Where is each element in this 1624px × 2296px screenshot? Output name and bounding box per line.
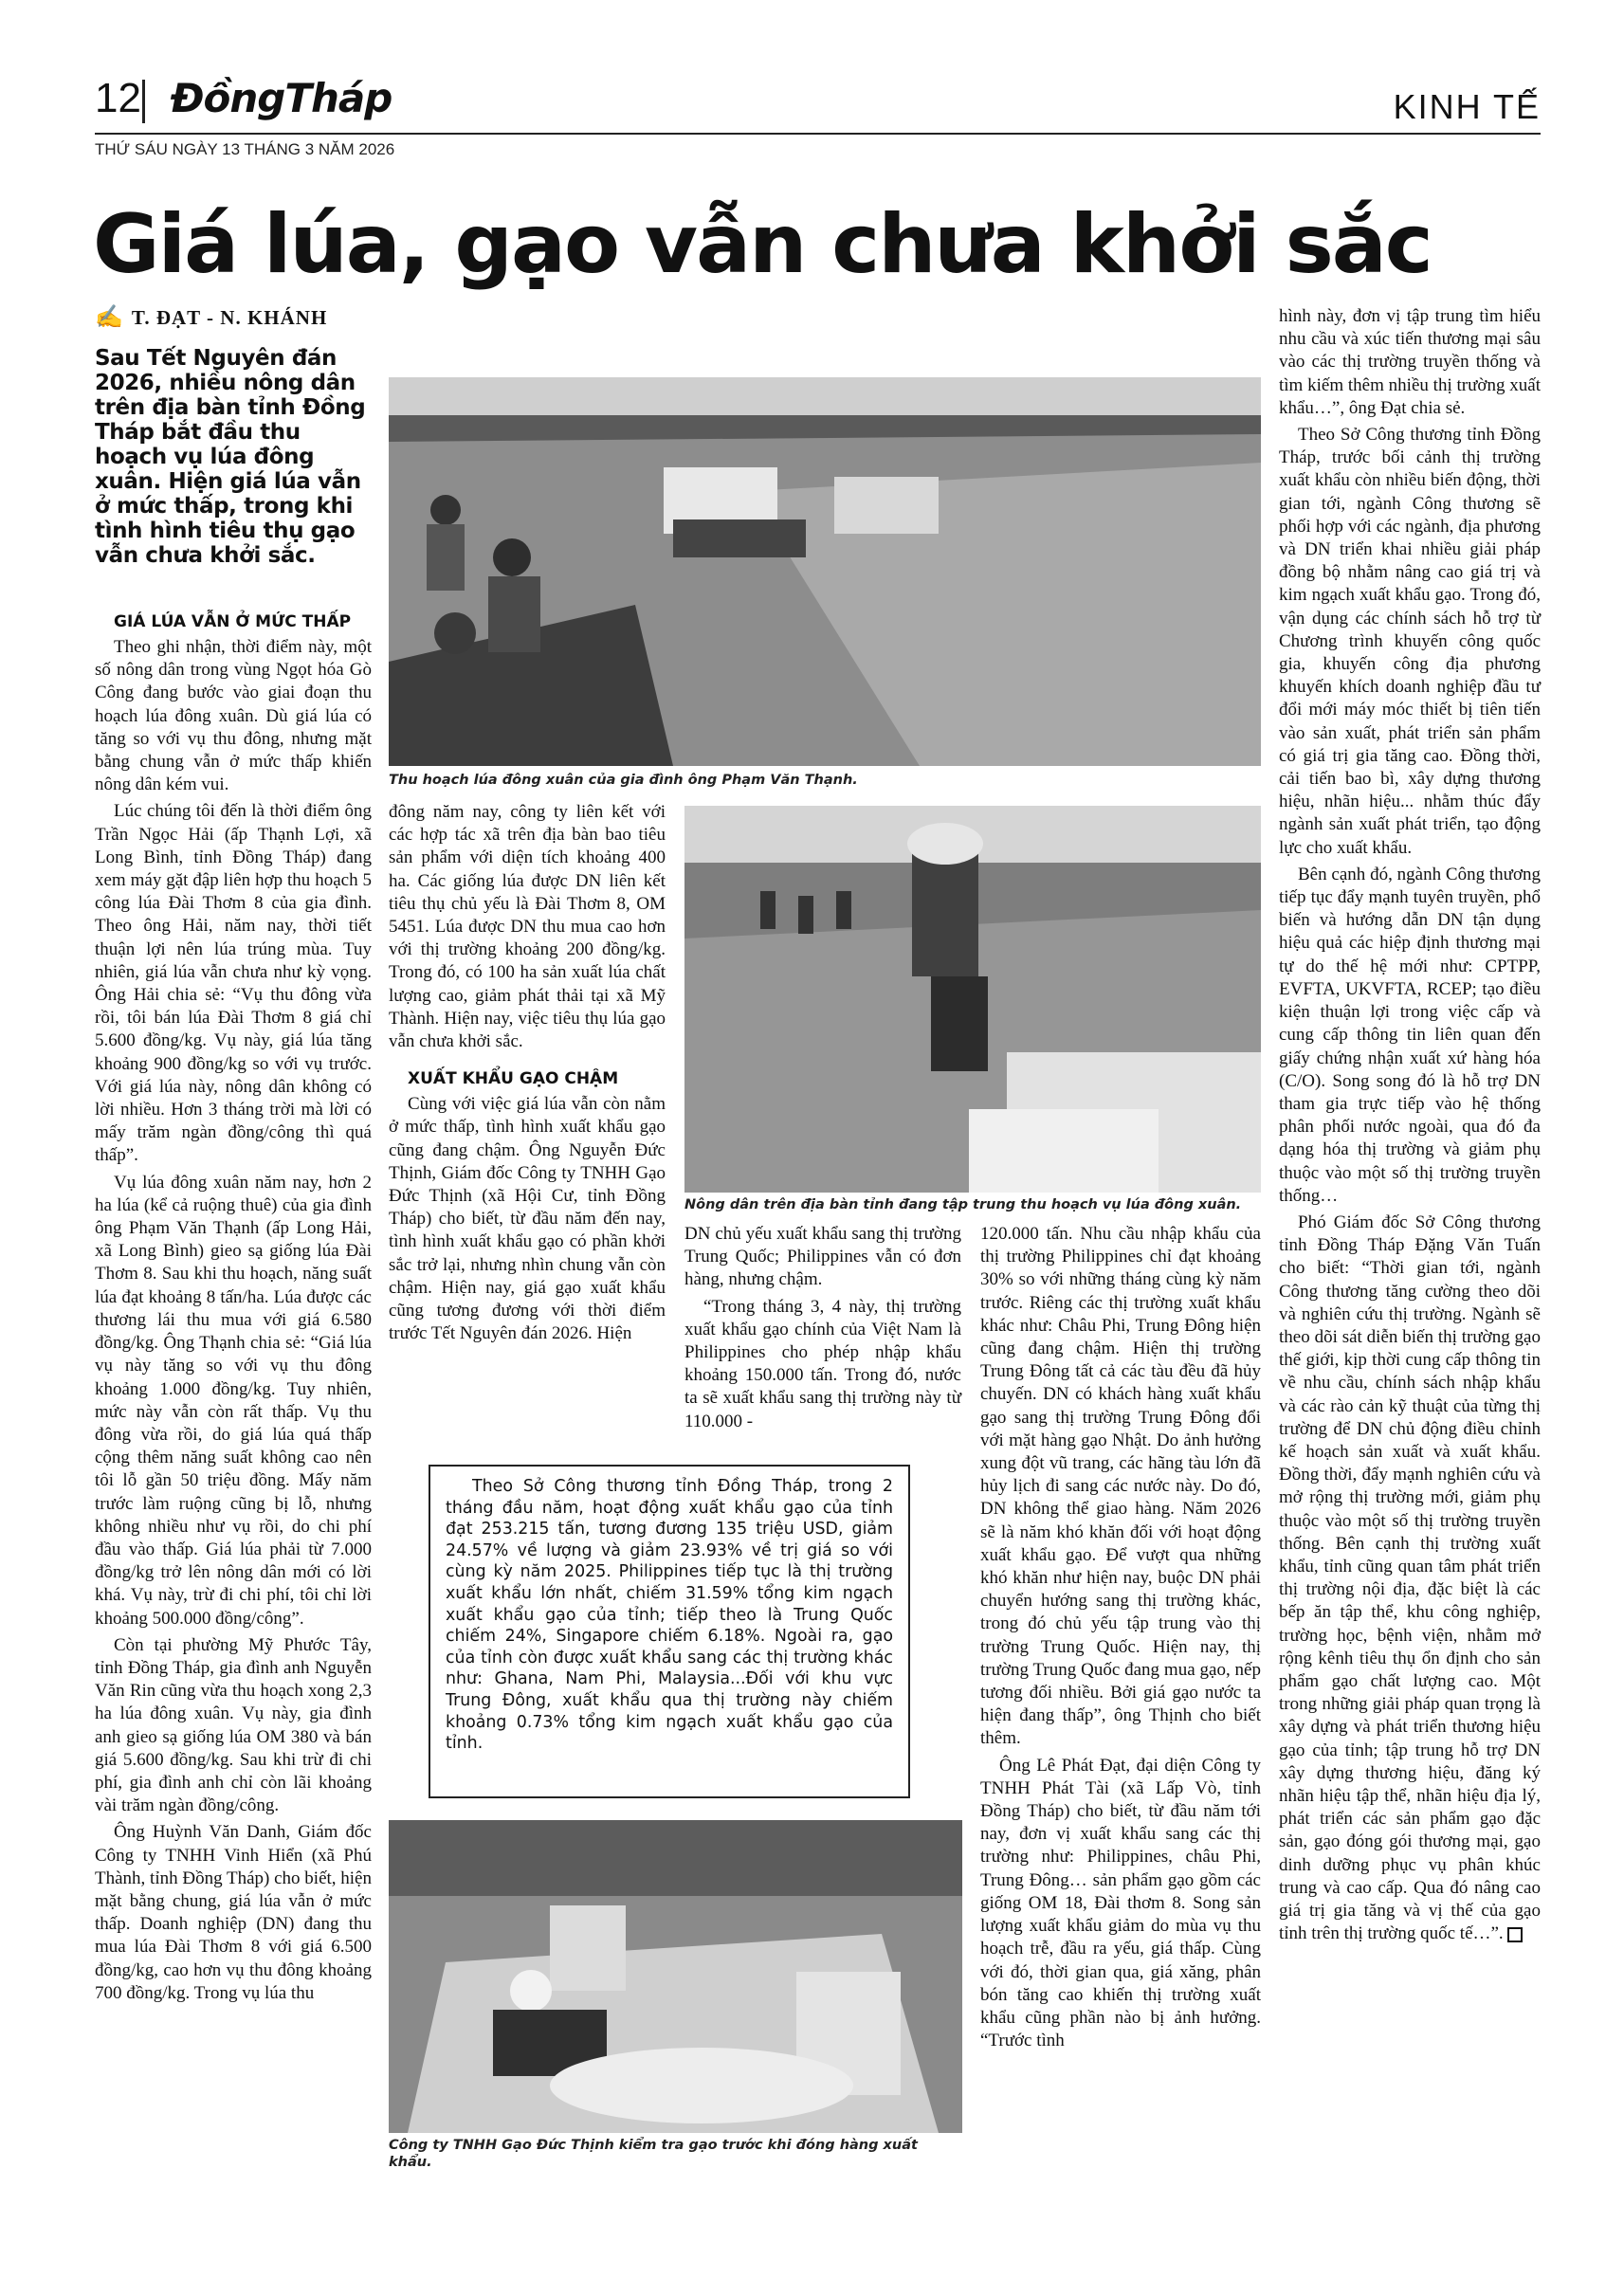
paragraph: Bên cạnh đó, ngành Công thương tiếp tục đẩy mạnh tuyên truyền, phổ biến và hướng dẫn DN tận dụng hiệu quả các hiệp định thương mại tự do thế hệ mới như: CPTPP, EVFTA, UKVFTA, RCEP; tạo điều kiện thuận lợi trong việc cấp và cung cấp thông tin liên quan đến giấy chứng nhận xuất xứ hàng hóa (C/O). Song song đó là hỗ trợ DN tham gia trực tiếp vào hệ thống phân phối nước ngoài, qua đó đa dạng hóa thị trường và giảm phụ thuộc vào một số thị trường truyền thống… <box>1279 864 1541 1206</box>
column-4 <box>980 1223 1261 2056</box>
photo-caption: Công ty TNHH Gạo Đức Thịnh kiểm tra gạo trước khi đóng hàng xuất khẩu. <box>389 2138 918 2170</box>
info-box <box>429 1465 910 1798</box>
paragraph: Theo ghi nhận, thời điểm này, một số nông dân trong vùng Ngọt hóa Gò Công đang bước vào giai đoạn thu hoạch lúa đông xuân. Dù giá lúa có tăng so với vụ thu đông, nhưng mặt bằng chung vẫn ở mức thấp khiến nông dân kém vui. <box>95 637 372 795</box>
column-3 <box>684 1223 961 1437</box>
page-number: 12 <box>95 75 141 121</box>
pen-icon: ✍ <box>95 305 124 330</box>
paragraph: Ông Huỳnh Văn Danh, Giám đốc Công ty TNHH Vinh Hiển (xã Phú Thành, tỉnh Đồng Tháp) cho biết, hiện mặt bằng chung, giá lúa vẫn ở mức thấp. Doanh nghiệp (DN) đang thu mua lúa Đài Thơm 8 với giá 6.500 đồng/kg, cao hơn vụ thu đông khoảng 700 đồng/kg. Trong vụ lúa thu <box>95 1822 372 2003</box>
paragraph: Còn tại phường Mỹ Phước Tây, tỉnh Đồng Tháp, gia đình anh Nguyễn Văn Rin cũng vừa thu hoạch xong 2,3 ha lúa đông xuân. Vụ này, gia đình anh gieo sạ giống lúa OM 380 và bán giá 5.600 đồng/kg. Sau khi trừ đi chi phí, gia đình anh chỉ còn lãi khoảng vài trăm ngàn đồng/công. <box>95 1634 372 1816</box>
article-lead: Sau Tết Nguyên đán 2026, nhiều nông dân trên địa bàn tỉnh Đồng Tháp bắt đầu thu hoạch vụ lúa đông xuân. Hiện giá lúa vẫn ở mức thấp, trong khi tình hình tiêu thụ gạo vẫn chưa khởi sắc. <box>95 346 366 568</box>
paragraph: DN chủ yếu xuất khẩu sang thị trường Trung Quốc; Philippines vẫn có đơn hàng, nhưng chậm. <box>684 1224 961 1290</box>
paragraph: 120.000 tấn. Nhu cầu nhập khẩu của thị trường Philippines chỉ đạt khoảng 30% so với những tháng cùng kỳ năm trước. Riêng các thị trường xuất khẩu khác như: Châu Phi, Trung Đông hiện cũng đang chậm. Hiện thị trường Trung Đông tất cả các tàu đều đã hủy chuyến. DN có khách hàng xuất khẩu gạo sang thị trường Trung Đông đổi với mặt hàng gạo Nhật. Do ảnh hưởng xung đột vũ trang, các hãng tàu lớn đã hủy lịch đi sang các nước này. Do đó, DN không thể giao hàng. Năm 2026 sẽ là năm khó khăn đối với hoạt động xuất khẩu gạo. Để vượt qua những khó khăn như hiện nay, buộc DN phải chuyển hướng sang thị trường khác, trong đó chủ yếu tập trung vào thị trường Trung Quốc. Hiện nay, thị trường Trung Quốc đang mua gạo, nếp tương đối nhiều. Bởi giá gạo nước ta hiện đang thấp”, ông Thịnh cho biết thêm. <box>980 1224 1261 1749</box>
header-rule <box>95 133 1541 135</box>
masthead-logo: ĐồngTháp <box>171 75 392 121</box>
paragraph-text: Phó Giám đốc Sở Công thương tỉnh Đồng Tháp Đặng Văn Tuấn cho biết: “Thời gian tới, ngành Công thương tăng cường theo dõi và nghiên cứu thị trường. Ngành sẽ theo dõi sát diễn biến thị trường gạo thế giới, kịp thời cung cấp thông tin về nhu cầu, chính sách nhập khẩu và các rào cản kỹ thuật của từng thị trường để DN chủ động điều chỉnh kế hoạch sản xuất và xuất khẩu. Đồng thời, đẩy mạnh nghiên cứu và mở rộng thị trường mới, giảm phụ thuộc vào một số thị trường truyền thống. Bên cạnh thị trường xuất khẩu, tỉnh cũng quan tâm phát triển thị trường nội địa, đặc biệt là các bếp ăn tập thể, khu công nghiệp, trường học, bệnh viện, nhằm mở rộng kênh tiêu thụ ổn định cho sản phẩm gạo chất lượng cao. Một trong những giải pháp quan trọng là xây dựng và phát triển thương hiệu gạo của tỉnh; tập trung hỗ trợ DN xây dựng thương hiệu, đăng ký nhãn hiệu tập thể, nhãn hiệu địa lý, phát triển các sản phẩm gạo đặc sản, gạo đóng gói thương mại, gạo dinh dưỡng phục vụ phân khúc trung và cao cấp. Qua đó nâng cao giá trị gia tăng và vị thế của gạo tỉnh trên thị trường quốc tế…”. <box>1279 1212 1541 1944</box>
paragraph: Lúc chúng tôi đến là thời điểm ông Trần Ngọc Hải (ấp Thạnh Lợi, xã Long Bình, tỉnh Đồng Tháp) đang xem máy gặt đập liên hợp thu hoạch 5 công lúa Đài Thơm 8 của gia đình. Theo ông Hải, năm nay, thời tiết thuận lợi nên lúa trúng mùa. Tuy nhiên, giá lúa vẫn chưa như kỳ vọng. Ông Hải chia sẻ: “Vụ thu đông vừa rồi, tôi bán lúa Đài Thơm 8 giá chỉ 5.600 đồng/kg. Vụ này, giá lúa tăng khoảng 900 đồng/kg so với vụ trước. Với giá lúa này, nông dân không có lời nhiều. Hơn 3 tháng trời mà lời có mấy trăm ngàn đồng/công thì quá thấp”. <box>95 801 372 1166</box>
photo-farmers-harvest <box>684 806 1261 1193</box>
section-label: KINH TẾ <box>1393 87 1541 126</box>
final-paragraph <box>1279 1212 1541 1946</box>
photo-rice-inspection <box>389 1820 962 2133</box>
article-headline: Giá lúa, gạo vẫn chưa khởi sắc <box>93 197 1432 292</box>
paragraph: Cùng với việc giá lúa vẫn còn nằm ở mức thấp, tình hình xuất khẩu gạo cũng đang chậm. Ông Nguyễn Đức Thịnh, Giám đốc Công ty TNHH Gạo Đức Thịnh (xã Hội Cư, tỉnh Đồng Tháp) cho biết, từ đầu năm đến nay, tình hình xuất khẩu gạo có phần khởi sắc trở lại, nhưng nhìn chung vẫn còn chậm. Hiện nay, giá gạo xuất khẩu cũng tương đương với thời điểm trước Tết Nguyên đán 2026. Hiện <box>389 1094 666 1344</box>
harvest-photo-graphic <box>389 377 1261 766</box>
photo-rice-harvest <box>389 377 1261 766</box>
column-2 <box>389 801 666 1349</box>
rice-inspection-photo-graphic <box>389 1820 962 2133</box>
paragraph: đông năm nay, công ty liên kết với các hợp tác xã trên địa bàn bao tiêu sản phẩm với diện tích khoảng 400 ha. Các giống lúa được DN liên kết tiêu thụ chủ yếu là Đài Thơm 8, OM 5451. Lúa được DN thu mua cao hơn với thị trường khoảng 200 đồng/kg. Trong đó, có 100 ha sản xuất lúa chất lượng cao, giảm phát thải tại xã Mỹ Thành. Hiện nay, việc tiêu thụ lúa gạo vẫn chưa khởi sắc. <box>389 802 666 1052</box>
issue-date: THỨ SÁU NGÀY 13 THÁNG 3 NĂM 2026 <box>95 140 395 158</box>
paragraph: Ông Lê Phát Đạt, đại diện Công ty TNHH Phát Tài (xã Lấp Vò, tỉnh Đồng Tháp) cho biết, từ đầu năm tới nay, đơn vị xuất khẩu sang các thị trường như: Philippines, châu Phi, Trung Đông… sản phẩm gạo gồm các giống OM 18, Đài thơm 8. Song sản lượng xuất khẩu giảm do mùa vụ thu hoạch trễ, đầu ra yếu, giá thấp. Cùng với đó, thời gian qua, giá xăng, phân bón tăng cao khiến thị trường xuất khẩu cũng phần nào bị ảnh hưởng. “Trước tình <box>980 1755 1261 2051</box>
paragraph: “Trong tháng 3, 4 này, thị trường xuất khẩu gạo chính của Việt Nam là Philippines cho phép nhập khẩu khoảng 150.000 tấn. Trong đó, nước ta sẽ xuất khẩu sang thị trường này từ 110.000 - <box>684 1296 961 1431</box>
paragraph: hình này, đơn vị tập trung tìm hiểu nhu cầu và xúc tiến thương mại sâu vào các thị trường truyền thống và tìm kiếm thêm nhiều thị trường xuất khẩu…”, ông Đạt chia sẻ. <box>1279 306 1541 418</box>
subheading: GIÁ LÚA VẪN Ở MỨC THẤP <box>114 612 352 631</box>
paragraph: Vụ lúa đông xuân năm nay, hơn 2 ha lúa (kể cả ruộng thuê) của gia đình ông Phạm Văn Thạnh (ấp Long Hải, xã Long Bình) gieo sạ giống lúa Đài Thơm 8. Sau khi thu hoạch, năng suất lúa đạt khoảng 8 tấn/ha. Lúa được các thương lái thu mua với giá 6.580 đồng/kg. Ông Thạnh chia sẻ: “Giá lúa vụ này tăng so với vụ thu đông khoảng 1.000 đồng/kg. Tuy nhiên, mức này vẫn còn rất thấp. Vụ thu đông vừa rồi, do giá lúa quá thấp cộng thêm năng suất không cao nên tôi lỗ gần 50 triệu đồng. Mấy năm trước làm ruộng cũng bị lỗ, nhưng không nhiều như vụ rồi, do chi phí đầu vào thấp. Giá lúa phải từ 7.000 đồng/kg trở lên nông dân mới có lời khá. Vụ này, trừ đi chi phí, tôi chỉ lời khoảng 500.000 đồng/công”. <box>95 1172 372 1629</box>
subheading: XUẤT KHẨU GẠO CHẬM <box>408 1069 619 1089</box>
info-box-text: Theo Sở Công thương tỉnh Đồng Tháp, trong 2 tháng đầu năm, hoạt động xuất khẩu gạo của tỉnh đạt 253.215 tấn, tương đương 135 triệu USD, giảm 24.57% về lượng và giảm 23.93% về trị giá so với cùng kỳ năm 2025. Philippines tiếp tục là thị trường xuất khẩu lớn nhất, chiếm 31.59% tổng kim ngạch xuất khẩu gạo của tỉnh; tiếp theo là Trung Quốc chiếm 24%, Singapore chiếm 6.18%. Ngoài ra, gạo của tỉnh còn được xuất khẩu sang các thị trường khác như: Ghana, Nam Phi, Malaysia...Đối với khu vực Trung Đông, xuất khẩu qua thị trường này chiếm khoảng 0.73% tổng kim ngạch xuất khẩu gạo của tỉnh. <box>446 1477 893 1754</box>
page-number-separator <box>142 80 145 123</box>
byline <box>95 303 327 331</box>
paragraph: Theo Sở Công thương tỉnh Đồng Tháp, trước bối cảnh thị trường xuất khẩu còn nhiều biến động, thời gian tới, ngành Công thương sẽ phối hợp với các ngành, địa phương và DN triển khai nhiều giải pháp đồng bộ nhằm nâng cao giá trị và kim ngạch xuất khẩu gạo. Trong đó, vận dụng các chính sách hỗ trợ từ Chương trình khuyến công quốc gia, khuyến công địa phương khuyến khích doanh nghiệp đầu tư đổi mới máy móc thiết bị tiên tiến vào sản xuất, phát triển sản phẩm có giá trị gia tăng cao. Đồng thời, cải tiến bao bì, xây dựng thương hiệu, nhãn hiệu... nhằm thúc đẩy ngành sản xuất phát triển, tạo động lực cho xuất khẩu. <box>1279 425 1541 858</box>
farmers-photo-graphic <box>684 806 1261 1193</box>
byline-authors: T. ĐẠT - N. KHÁNH <box>131 306 328 329</box>
photo-caption: Nông dân trên địa bàn tỉnh đang tập trung thu hoạch vụ lúa đông xuân. <box>684 1197 1242 1212</box>
column-1 <box>95 611 372 2009</box>
photo-caption: Thu hoạch lúa đông xuân của gia đình ông Phạm Văn Thạnh. <box>389 773 858 788</box>
column-5 <box>1279 305 1541 1949</box>
end-mark-icon <box>1507 1927 1523 1942</box>
